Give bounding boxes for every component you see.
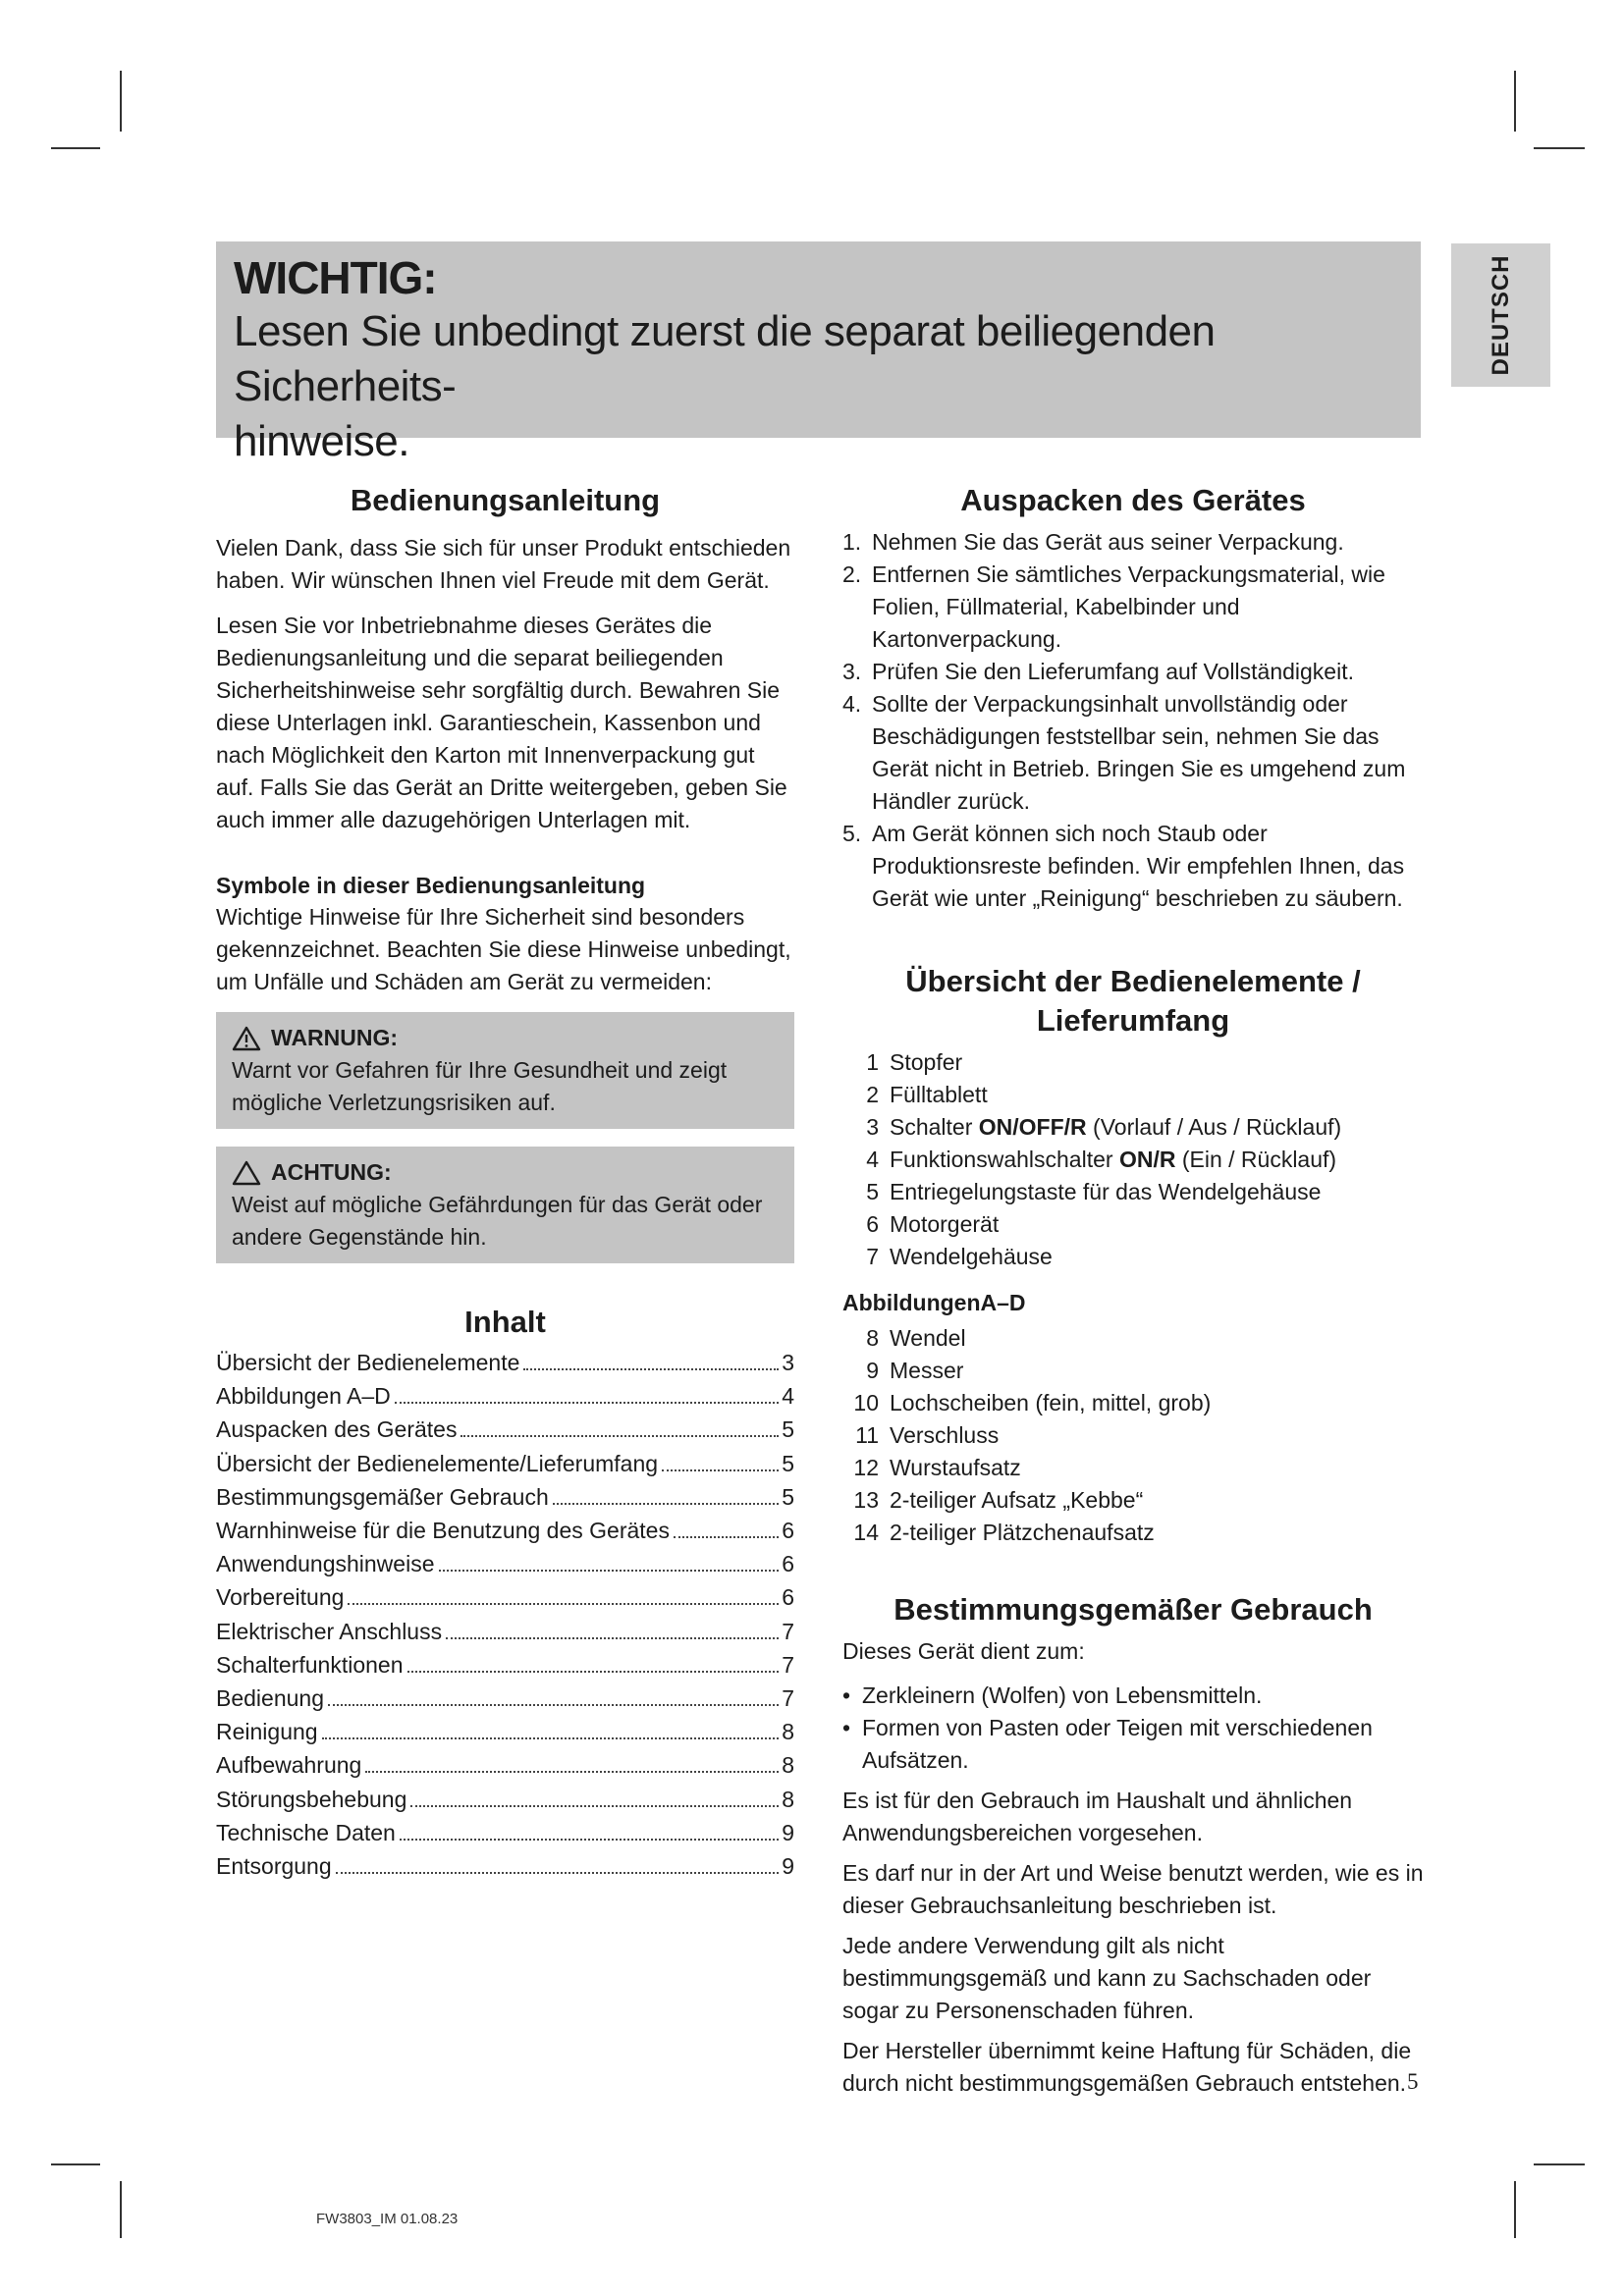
toc-entry-label: Übersicht der Bedienelemente/Lieferumfang bbox=[216, 1450, 659, 1476]
toc-entry-label: Störungsbehebung bbox=[216, 1786, 407, 1812]
toc-entry bbox=[216, 1547, 794, 1580]
toc-entry bbox=[216, 1346, 794, 1379]
toc-entry-page: 7 bbox=[782, 1618, 794, 1644]
toc-entry-page: 5 bbox=[782, 1450, 794, 1476]
crop-mark bbox=[51, 147, 100, 149]
crop-mark bbox=[120, 2181, 122, 2238]
toc-entry bbox=[216, 1447, 794, 1480]
unpacking-step bbox=[842, 559, 1424, 656]
toc-entry bbox=[216, 1748, 794, 1782]
bullet-item bbox=[842, 1712, 1424, 1777]
part-number: 10 bbox=[853, 1390, 879, 1415]
step-number: 2. bbox=[842, 561, 862, 587]
toc-entry-page: 5 bbox=[782, 1483, 794, 1510]
warning-triangle-icon bbox=[232, 1026, 261, 1051]
crop-mark bbox=[1514, 2181, 1516, 2238]
toc-entry bbox=[216, 1379, 794, 1413]
toc-entry-label: Reinigung bbox=[216, 1719, 318, 1745]
toc-dot-leader bbox=[674, 1536, 779, 1538]
bullet-dot: • bbox=[842, 1682, 851, 1708]
toc-entry-page: 8 bbox=[782, 1719, 794, 1745]
toc-dot-leader bbox=[365, 1771, 779, 1773]
intended-use-para1: Es ist für den Gebrauch im Haushalt und ähnlichen Anwendungsbereichen vorgesehen. bbox=[842, 1788, 1353, 1845]
figure-part-item bbox=[842, 1452, 1424, 1484]
toc-entry-label: Auspacken des Gerätes bbox=[216, 1416, 458, 1443]
part-text: Lochscheiben (fein, mittel, grob) bbox=[890, 1390, 1212, 1415]
toc-dot-leader bbox=[439, 1570, 780, 1572]
toc-entry-page: 6 bbox=[782, 1584, 794, 1611]
toc-dot-leader bbox=[395, 1402, 779, 1404]
right-column bbox=[842, 481, 1424, 2100]
part-item: 7 Wendelgehäuse bbox=[866, 1244, 1053, 1269]
unpacking-step bbox=[842, 818, 1424, 915]
toc-entry bbox=[216, 1816, 794, 1849]
step-number: 5. bbox=[842, 821, 862, 846]
step-number: 4. bbox=[842, 691, 862, 717]
toc-entry-page: 8 bbox=[782, 1752, 794, 1779]
step-text: Nehmen Sie das Gerät aus seiner Verpackung. bbox=[872, 529, 1344, 555]
toc-entry-page: 3 bbox=[782, 1350, 794, 1375]
part-text: 2-teiliger Aufsatz „Kebbe“ bbox=[890, 1487, 1144, 1513]
crop-mark bbox=[1534, 147, 1585, 149]
warning-title: WARNUNG: bbox=[271, 1025, 399, 1050]
toc-dot-leader bbox=[407, 1671, 779, 1673]
important-banner bbox=[216, 241, 1421, 465]
toc-dot-leader bbox=[410, 1805, 779, 1807]
toc-heading: Inhalt bbox=[464, 1305, 546, 1339]
toc-entry bbox=[216, 1783, 794, 1816]
bullet-text: Zerkleinern (Wolfen) von Lebensmitteln. bbox=[862, 1682, 1263, 1708]
caution-text: Weist auf mögliche Gefährdungen für das Gerät oder andere Gegenstände hin. bbox=[232, 1192, 763, 1250]
part-text: Messer bbox=[890, 1358, 964, 1383]
part-item: 1 Stopfer bbox=[866, 1049, 963, 1075]
intended-use-para4: Der Hersteller übernimmt keine Haftung für Schäden, die durch nicht bestimmungsgemäßen Gebrauch entstehen. bbox=[842, 2038, 1412, 2096]
toc-dot-leader bbox=[460, 1435, 779, 1437]
part-number: 8 bbox=[866, 1325, 879, 1351]
unpacking-step bbox=[842, 526, 1424, 559]
toc-entry bbox=[216, 1849, 794, 1883]
part-number: 13 bbox=[853, 1487, 879, 1513]
toc-dot-leader bbox=[400, 1839, 779, 1841]
part-item: 4 Funktionswahlschalter ON/R (Ein / Rücklauf) bbox=[866, 1147, 1337, 1172]
figure-parts-list bbox=[842, 1322, 1424, 1549]
step-number: 1. bbox=[842, 529, 862, 555]
unpacking-steps bbox=[842, 526, 1424, 915]
symbols-heading: Symbole in dieser Bedienungsanleitung bbox=[216, 873, 646, 898]
toc-entry bbox=[216, 1615, 794, 1648]
toc-entry-page: 4 bbox=[782, 1383, 794, 1410]
part-item: 2 Fülltablett bbox=[866, 1082, 988, 1107]
toc-entry bbox=[216, 1413, 794, 1446]
part-item: 6 Motorgerät bbox=[866, 1211, 1000, 1237]
toc-entry bbox=[216, 1648, 794, 1682]
figure-part-item bbox=[842, 1484, 1424, 1517]
toc-entry-label: Abbildungen A–D bbox=[216, 1383, 391, 1410]
left-column bbox=[216, 481, 794, 1883]
intended-use-heading: Bestimmungsgemäßer Gebrauch bbox=[893, 1592, 1373, 1627]
toc-entry-label: Vorbereitung bbox=[216, 1584, 345, 1611]
toc-entry-label: Bedienung bbox=[216, 1685, 324, 1712]
toc-entry bbox=[216, 1715, 794, 1748]
unpacking-step bbox=[842, 656, 1424, 688]
step-text: Entfernen Sie sämtliches Verpackungsmaterial, wie Folien, Füllmaterial, Kabelbinder und Kartonverpackung. bbox=[872, 561, 1385, 652]
part-number: 9 bbox=[866, 1358, 879, 1383]
figure-part-item bbox=[842, 1517, 1424, 1549]
bullet-dot: • bbox=[842, 1715, 851, 1740]
toc-entry-page: 8 bbox=[782, 1786, 794, 1812]
parts-list bbox=[842, 1046, 1424, 1273]
language-tab bbox=[1451, 243, 1550, 387]
toc-entry bbox=[216, 1682, 794, 1715]
warning-text: Warnt vor Gefahren für Ihre Gesundheit und zeigt mögliche Verletzungsrisiken auf. bbox=[232, 1057, 728, 1115]
toc-entry bbox=[216, 1580, 794, 1614]
toc-dot-leader bbox=[662, 1469, 779, 1471]
overview-heading-line1: Übersicht der Bedienelemente / bbox=[905, 964, 1361, 998]
toc-entry-page: 6 bbox=[782, 1551, 794, 1577]
part-number: 11 bbox=[855, 1422, 879, 1448]
toc-entry-page: 6 bbox=[782, 1518, 794, 1544]
crop-mark bbox=[120, 71, 122, 132]
toc-entry-label: Übersicht der Bedienelemente bbox=[216, 1350, 520, 1375]
warning-box bbox=[216, 1012, 794, 1129]
part-text: 2-teiliger Plätzchenaufsatz bbox=[890, 1520, 1155, 1545]
toc-entry-label: Schalterfunktionen bbox=[216, 1651, 404, 1678]
manual-heading: Bedienungsanleitung bbox=[350, 483, 661, 517]
page-number: 5 bbox=[1407, 2069, 1419, 2094]
toc-entry-page: 9 bbox=[782, 1819, 794, 1845]
toc-entry bbox=[216, 1480, 794, 1514]
figure-part-item bbox=[842, 1419, 1424, 1452]
toc-entry-page: 7 bbox=[782, 1685, 794, 1712]
figure-part-item bbox=[842, 1322, 1424, 1355]
intended-use-para2: Es darf nur in der Art und Weise benutzt werden, wie es in dieser Gebrauchsanleitung beschrieben ist. bbox=[842, 1860, 1424, 1918]
banner-text-line1: Lesen Sie unbedingt zuerst die separat beiliegenden Sicherheits- bbox=[234, 307, 1216, 410]
toc-dot-leader bbox=[336, 1872, 779, 1874]
manual-instructions: Lesen Sie vor Inbetriebnahme dieses Gerätes die Bedienungsanleitung und die separat beiliegenden Sicherheitshinweise sehr sorgfältig durch. Bewahren Sie diese Unterlagen inkl. Garantieschein, Kassenbon und nach Möglichkeit den Karton mit Innenverpackung gut auf. Falls Sie das Gerät an Dritte weitergeben, geben Sie auch immer alle dazugehörigen Unterlagen mit. bbox=[216, 613, 787, 832]
intended-use-para3: Jede andere Verwendung gilt als nicht bestimmungsgemäß und kann zu Sachschaden oder sogar zu Personenschaden führen. bbox=[842, 1933, 1372, 2023]
crop-mark bbox=[1514, 71, 1516, 132]
toc-entry-label: Entsorgung bbox=[216, 1853, 332, 1880]
toc-entry-label: Bestimmungsgemäßer Gebrauch bbox=[216, 1483, 549, 1510]
part-text: Wurstaufsatz bbox=[890, 1455, 1021, 1480]
toc-entry-label: Warnhinweise für die Benutzung des Gerätes bbox=[216, 1518, 670, 1544]
overview-heading-line2: Lieferumfang bbox=[1036, 1003, 1230, 1038]
toc-entry-label: Anwendungshinweise bbox=[216, 1551, 435, 1577]
toc-entry-label: Aufbewahrung bbox=[216, 1752, 362, 1779]
intended-use-intro: Dieses Gerät dient zum: bbox=[842, 1638, 1085, 1664]
figure-part-item bbox=[842, 1387, 1424, 1419]
manual-intro: Vielen Dank, dass Sie sich für unser Produkt entschieden haben. Wir wünschen Ihnen viel Freude mit dem Gerät. bbox=[216, 535, 791, 593]
part-item: 5 Entriegelungstaste für das Wendelgehäuse bbox=[866, 1179, 1322, 1204]
unpacking-heading: Auspacken des Gerätes bbox=[960, 483, 1306, 517]
toc-dot-leader bbox=[446, 1637, 779, 1639]
toc-entry-label: Technische Daten bbox=[216, 1819, 396, 1845]
crop-mark bbox=[51, 2163, 100, 2165]
part-item: 3 Schalter ON/OFF/R (Vorlauf / Aus / Rücklauf) bbox=[866, 1114, 1342, 1140]
bullet-item bbox=[842, 1680, 1424, 1712]
part-number: 14 bbox=[853, 1520, 879, 1545]
toc-dot-leader bbox=[348, 1603, 779, 1605]
banner-title: WICHTIG: bbox=[234, 252, 437, 303]
toc-entry bbox=[216, 1514, 794, 1547]
toc-dot-leader bbox=[553, 1503, 779, 1505]
caution-title: ACHTUNG: bbox=[271, 1159, 392, 1185]
unpacking-step bbox=[842, 688, 1424, 818]
toc-dot-leader bbox=[523, 1368, 779, 1370]
toc-dot-leader bbox=[322, 1737, 779, 1739]
language-tab-label: DEUTSCH bbox=[1487, 254, 1514, 376]
part-text: Wendel bbox=[890, 1325, 966, 1351]
step-number: 3. bbox=[842, 659, 862, 684]
step-text: Am Gerät können sich noch Staub oder Produktionsreste befinden. Wir empfehlen Ihnen, das Gerät wie unter „Reinigung“ beschrieben zu säubern. bbox=[872, 821, 1405, 911]
banner-text-line2: hinweise. bbox=[234, 417, 409, 465]
footer-code: FW3803_IM 01.08.23 bbox=[316, 2211, 459, 2227]
step-text: Sollte der Verpackungsinhalt unvollständig oder Beschädigungen feststellbar sein, nehmen Sie das Gerät nicht in Betrieb. Bringen Sie es umgehend zum Händler zurück. bbox=[872, 691, 1406, 814]
step-text: Prüfen Sie den Lieferumfang auf Vollständigkeit. bbox=[872, 659, 1354, 684]
symbols-text: Wichtige Hinweise für Ihre Sicherheit sind besonders gekennzeichnet. Beachten Sie diese Hinweise unbedingt, um Unfälle und Schäden am Gerät zu vermeiden: bbox=[216, 904, 791, 994]
part-text: Verschluss bbox=[890, 1422, 1000, 1448]
figure-part-item bbox=[842, 1355, 1424, 1387]
caution-box bbox=[216, 1147, 794, 1263]
toc-dot-leader bbox=[328, 1704, 779, 1706]
intended-use-bullets bbox=[842, 1680, 1424, 1777]
toc-entry-page: 5 bbox=[782, 1416, 794, 1443]
toc-entry-label: Elektrischer Anschluss bbox=[216, 1618, 443, 1644]
bullet-text: Formen von Pasten oder Teigen mit verschiedenen Aufsätzen. bbox=[862, 1715, 1373, 1773]
toc-entry-page: 7 bbox=[782, 1651, 794, 1678]
part-number: 12 bbox=[853, 1455, 879, 1480]
crop-mark bbox=[1534, 2163, 1585, 2165]
toc-list bbox=[216, 1346, 794, 1883]
toc-entry-page: 9 bbox=[782, 1853, 794, 1880]
caution-triangle-icon bbox=[232, 1160, 261, 1186]
figures-heading: AbbildungenA–D bbox=[842, 1290, 1026, 1315]
